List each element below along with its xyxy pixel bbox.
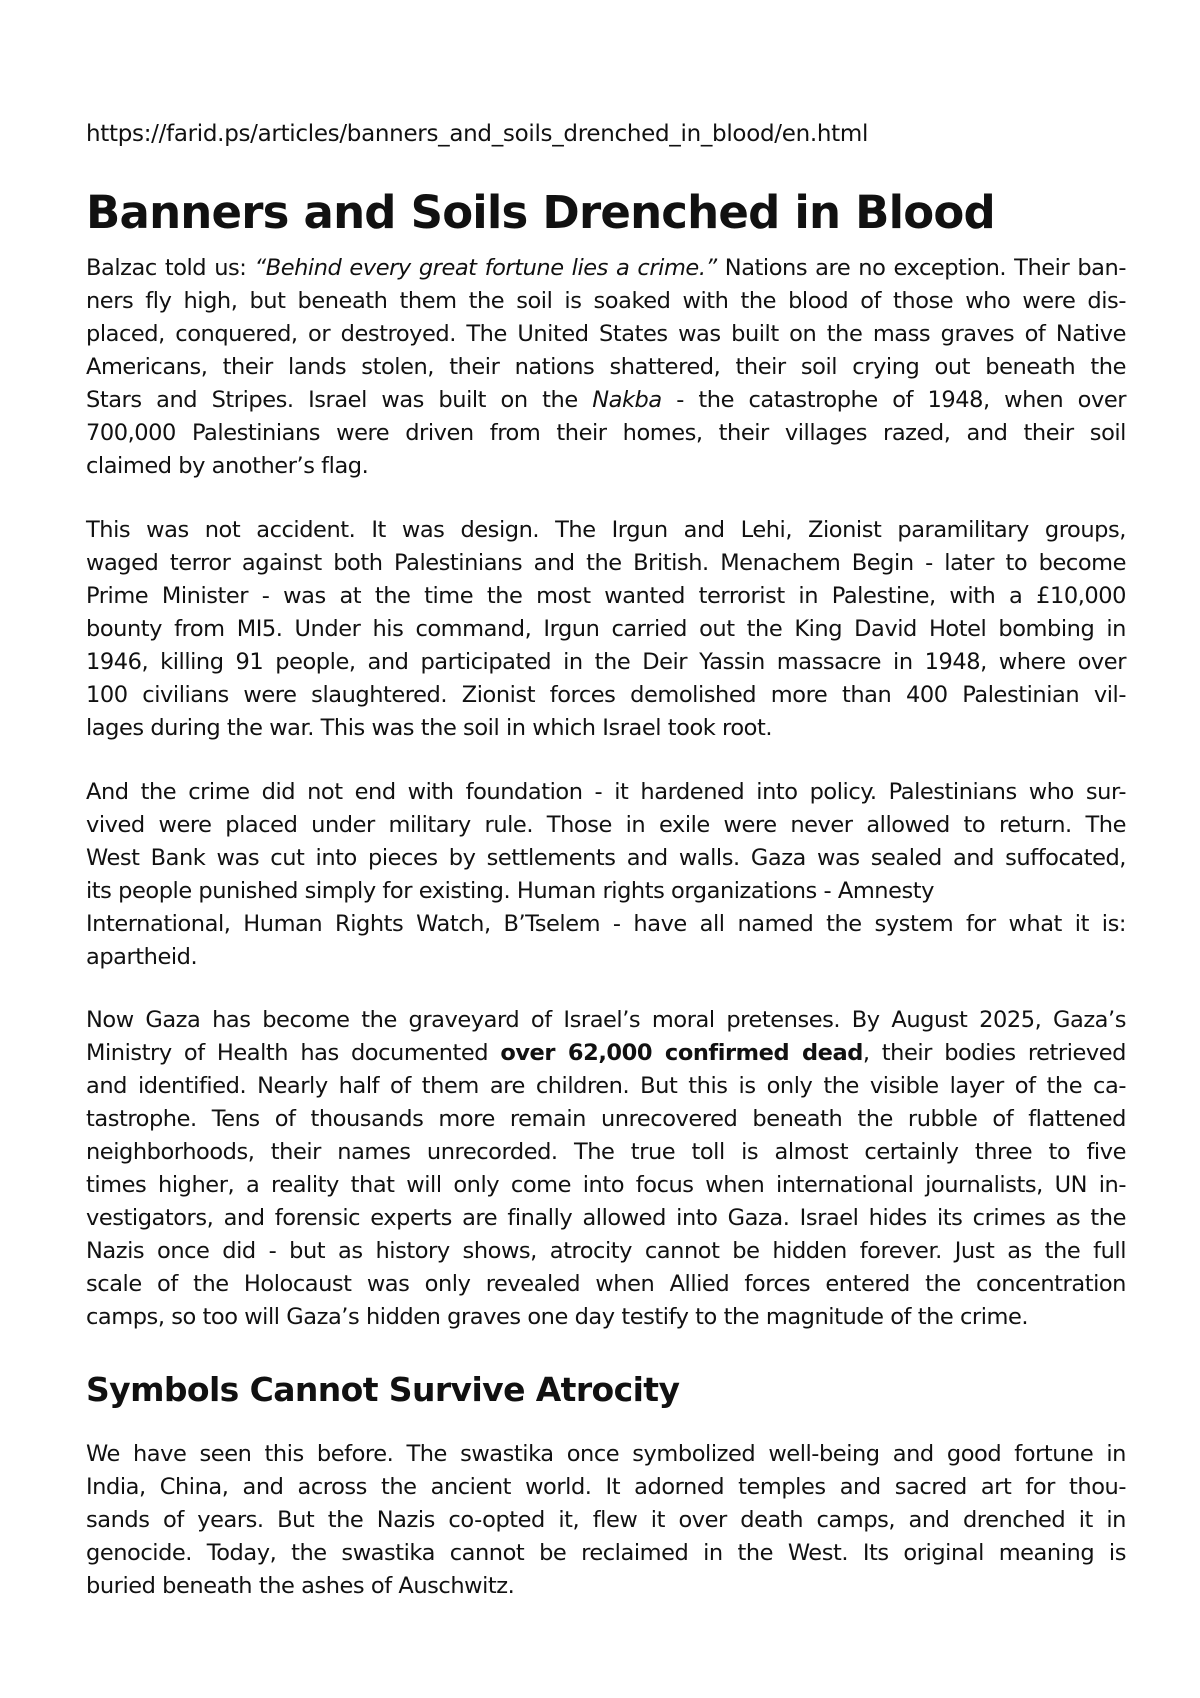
paragraph-2 xyxy=(86,514,1126,745)
nakba-term: Nakba xyxy=(592,387,662,413)
paragraph-5 xyxy=(86,1438,1126,1603)
text-line: West Bank was cut into pieces by settlements and walls. Gaza was sealed and suffocated, xyxy=(86,845,1126,871)
section-heading: Symbols Cannot Survive Atrocity xyxy=(86,1370,680,1409)
text-line: 700,000 Palestinians were driven from their homes, their villages razed, and their soil xyxy=(86,420,1126,446)
death-toll-highlight: over 62,000 confirmed dead xyxy=(500,1040,863,1066)
text-line: tastrophe. Tens of thousands more remain unrecovered beneath the rubble of flattened xyxy=(86,1106,1126,1132)
paragraph-3 xyxy=(86,776,1126,974)
text-line: ners fly high, but beneath them the soil is soaked with the blood of those who were dis- xyxy=(86,288,1126,314)
text-line: neighborhoods, their names unrecorded. The true toll is almost certainly three to five xyxy=(86,1139,1126,1165)
text-line: lages during the war. This was the soil in which Israel took root. xyxy=(86,715,773,741)
text-line: and identified. Nearly half of them are children. But this is only the visible layer of the ca- xyxy=(86,1073,1126,1099)
text-line: Americans, their lands stolen, their nations shattered, their soil crying out beneath the xyxy=(86,354,1126,380)
text-line: times higher, a reality that will only come into focus when international journalists, UN in- xyxy=(86,1172,1126,1198)
text-line: scale of the Holocaust was only revealed when Allied forces entered the concentration xyxy=(86,1271,1126,1297)
text-line: genocide. Today, the swastika cannot be reclaimed in the West. Its original meaning is xyxy=(86,1540,1126,1566)
text-line: Balzac told us: “Behind every great fortune lies a crime.” Nations are no exception. Their ban- xyxy=(86,255,1127,281)
text-line: waged terror against both Palestinians and the British. Menachem Begin - later to become xyxy=(86,550,1126,576)
text-line: International, Human Rights Watch, B’Tselem - have all named the system for what it is: xyxy=(86,911,1126,937)
text-line: Stars and Stripes. Israel was built on the Nakba - the catastrophe of 1948, when over xyxy=(86,387,1127,413)
text-line: apartheid. xyxy=(86,944,198,970)
text-line: buried beneath the ashes of Auschwitz. xyxy=(86,1573,515,1599)
paragraph-4 xyxy=(86,1004,1126,1334)
page-title: Banners and Soils Drenched in Blood xyxy=(86,186,995,239)
text-line: vived were placed under military rule. Those in exile were never allowed to return. The xyxy=(86,812,1126,838)
text-line: placed, conquered, or destroyed. The United States was built on the mass graves of Native xyxy=(86,321,1126,347)
paragraph-1 xyxy=(86,252,1126,483)
text-line: India, China, and across the ancient world. It adorned temples and sacred art for thou- xyxy=(86,1474,1126,1500)
text-line: And the crime did not end with foundation - it hardened into policy. Palestinians who sur- xyxy=(86,779,1126,805)
text-line: We have seen this before. The swastika once symbolized well-being and good fortune in xyxy=(86,1441,1126,1467)
text-line: This was not accident. It was design. The Irgun and Lehi, Zionist paramilitary groups, xyxy=(86,517,1126,543)
text-line: camps, so too will Gaza’s hidden graves one day testify to the magnitude of the crime. xyxy=(86,1304,1029,1330)
text-line: Prime Minister - was at the time the most wanted terrorist in Palestine, with a £10,000 xyxy=(86,583,1126,609)
text-line: Now Gaza has become the graveyard of Israel’s moral pretenses. By August 2025, Gaza’s xyxy=(86,1007,1126,1033)
text-line: 100 civilians were slaughtered. Zionist forces demolished more than 400 Palestinian vil- xyxy=(86,682,1126,708)
text-line: sands of years. But the Nazis co-opted it, flew it over death camps, and drenched it in xyxy=(86,1507,1126,1533)
page-url: https://farid.ps/articles/banners_and_soils_drenched_in_blood/en.html xyxy=(86,121,869,147)
text-line: Nazis once did - but as history shows, atrocity cannot be hidden forever. Just as the full xyxy=(86,1238,1126,1264)
text-line: Ministry of Health has documented over 62,000 confirmed dead, their bodies retrieved xyxy=(86,1040,1127,1066)
text-line: its people punished simply for existing. Human rights organizations - Amnesty xyxy=(86,878,935,904)
text-line: vestigators, and forensic experts are finally allowed into Gaza. Israel hides its crimes as the xyxy=(86,1205,1126,1231)
balzac-quote: “Behind every great fortune lies a crime.” xyxy=(254,255,717,281)
text-line: bounty from MI5. Under his command, Irgun carried out the King David Hotel bombing in xyxy=(86,616,1126,642)
text-line: 1946, killing 91 people, and participated in the Deir Yassin massacre in 1948, where over xyxy=(86,649,1126,675)
text-line: claimed by another’s flag. xyxy=(86,453,369,479)
